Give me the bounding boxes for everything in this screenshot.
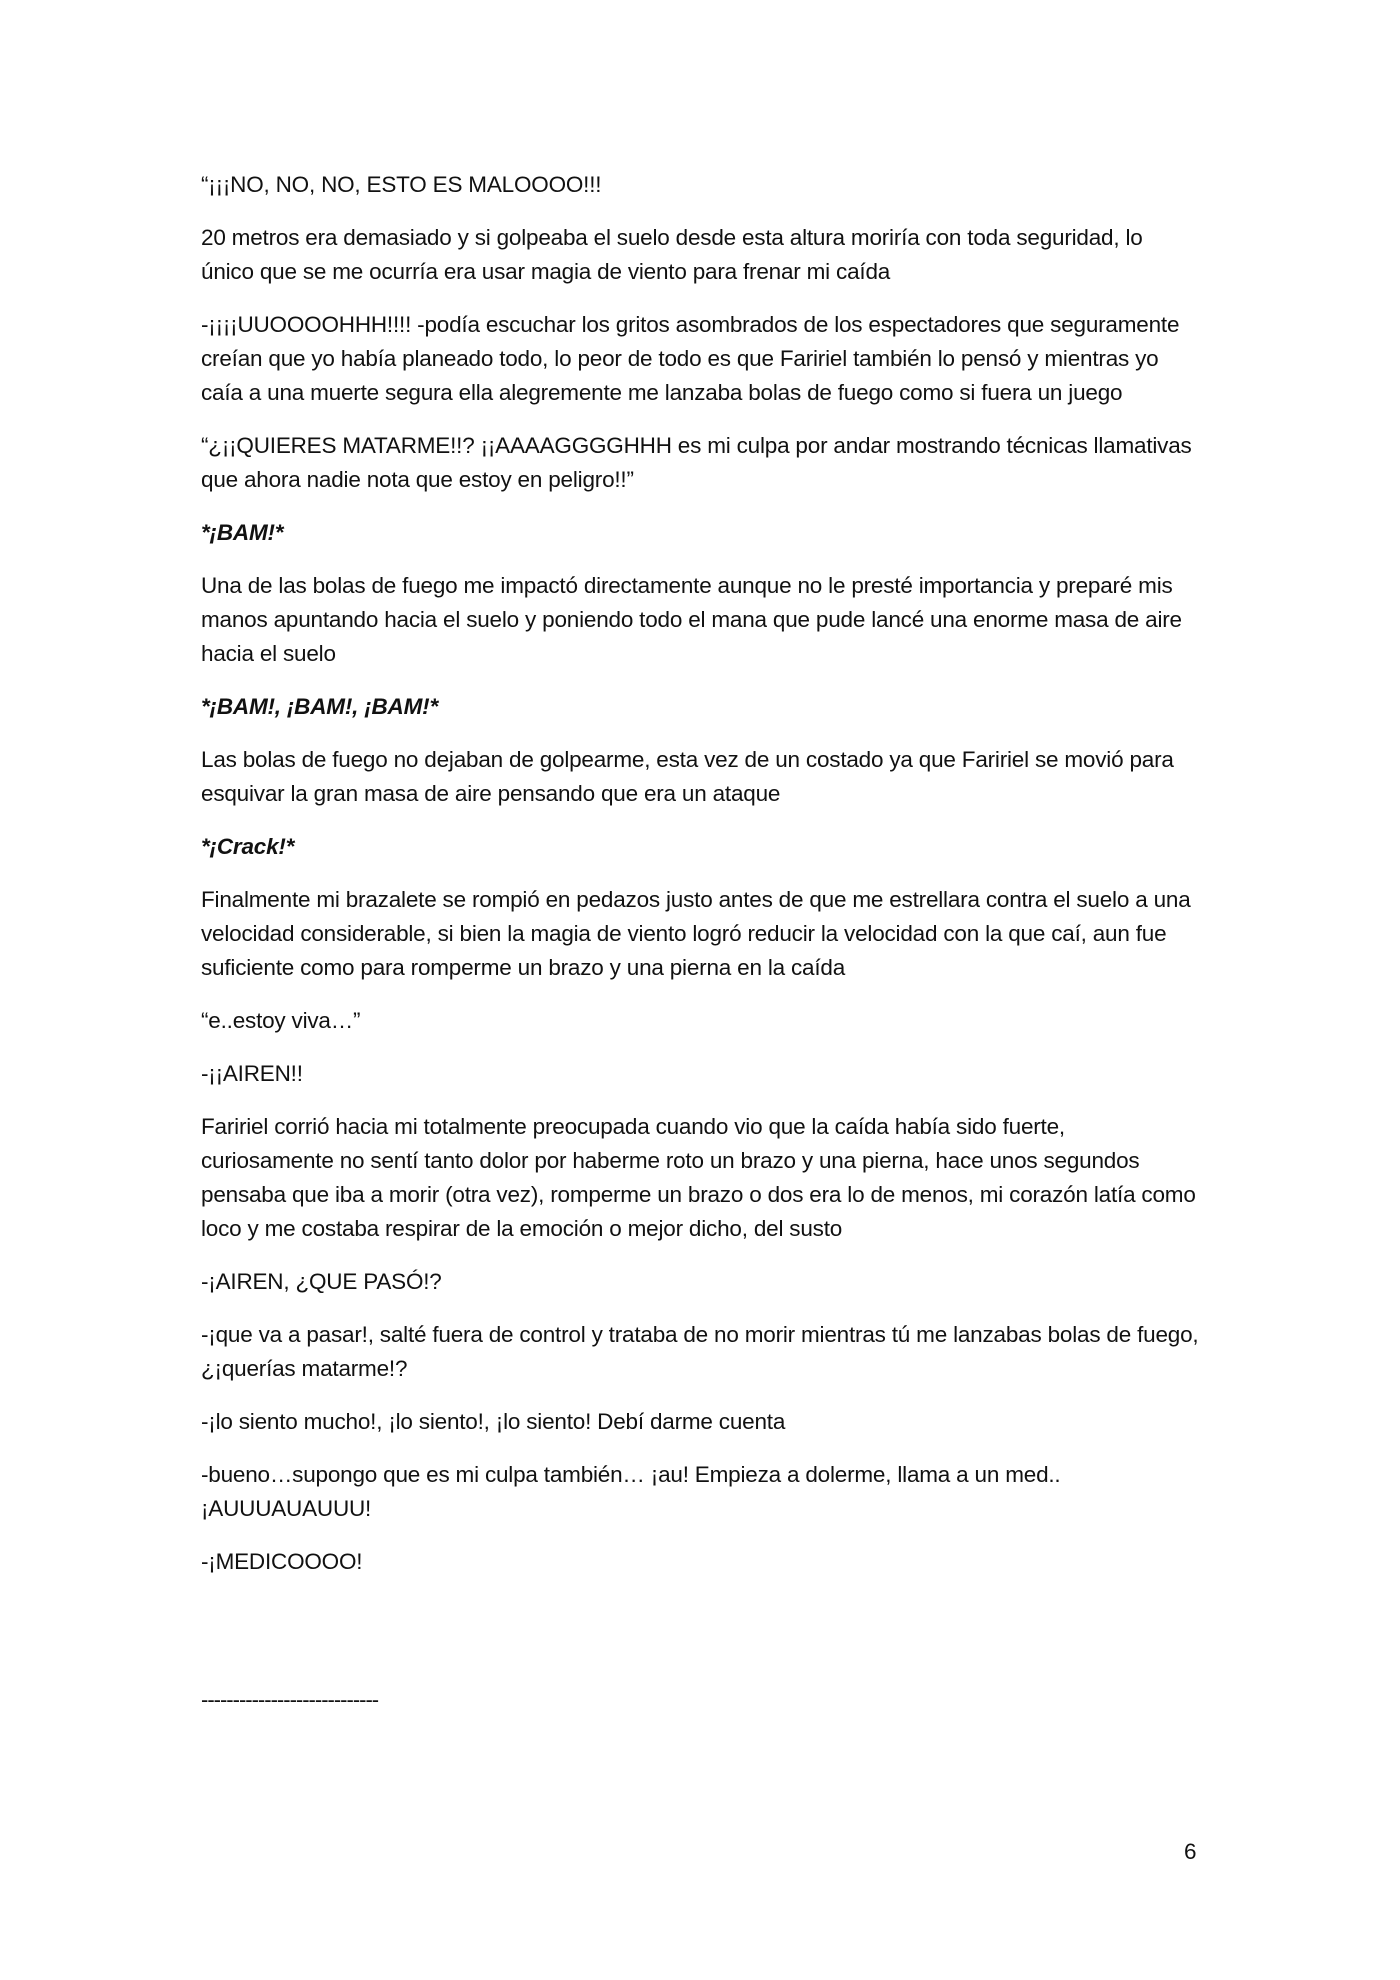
paragraph: “¡¡¡NO, NO, NO, ESTO ES MALOOOO!!! xyxy=(201,172,602,197)
paragraph: -¡¡AIREN!! xyxy=(201,1061,303,1086)
paragraph: -¡MEDICOOOO! xyxy=(201,1549,363,1574)
paragraph: Finalmente mi brazalete se rompió en pedazos justo antes de que me estrellara contra el suelo a una velocidad considerable, si bien la magia de viento logró reducir la velocidad con la que caí, aun fue suficiente como para romperme un brazo y una pierna en la caída xyxy=(201,887,1191,980)
paragraph: -¡AIREN, ¿QUE PASÓ!? xyxy=(201,1269,442,1294)
section-separator: ---------------------------- xyxy=(201,1687,379,1712)
paragraph: -¡¡¡¡UUOOOOHHH!!!! -podía escuchar los gritos asombrados de los espectadores que seguramente creían que yo había planeado todo, lo peor de todo es que Faririel también lo pensó y mientras yo caía a una muerte segura ella alegremente me lanzaba bolas de fuego como si fuera un juego xyxy=(201,312,1180,405)
paragraph: “¿¡¡QUIERES MATARME!!? ¡¡AAAAGGGGHHH es mi culpa por andar mostrando técnicas llamativas que ahora nadie nota que estoy en peligro!!” xyxy=(201,433,1192,492)
paragraph: 20 metros era demasiado y si golpeaba el suelo desde esta altura moriría con toda seguridad, lo único que se me ocurría era usar magia de viento para frenar mi caída xyxy=(201,225,1143,284)
body-text xyxy=(201,168,1201,1598)
sound-effect: *¡BAM!* xyxy=(201,520,284,545)
paragraph: Una de las bolas de fuego me impactó directamente aunque no le presté importancia y preparé mis manos apuntando hacia el suelo y poniendo todo el mana que pude lancé una enorme masa de aire hacia el suelo xyxy=(201,573,1182,666)
paragraph: “e..estoy viva…” xyxy=(201,1008,361,1033)
paragraph: Las bolas de fuego no dejaban de golpearme, esta vez de un costado ya que Faririel se movió para esquivar la gran masa de aire pensando que era un ataque xyxy=(201,747,1174,806)
paragraph: -¡que va a pasar!, salté fuera de control y trataba de no morir mientras tú me lanzabas bolas de fuego, ¿¡querías matarme!? xyxy=(201,1322,1199,1381)
paragraph: Faririel corrió hacia mi totalmente preocupada cuando vio que la caída había sido fuerte, curiosamente no sentí tanto dolor por haberme roto un brazo y una pierna, hace unos segundos pensaba que iba a morir (otra vez), romperme un brazo o dos era lo de menos, mi corazón latía como loco y me costaba respirar de la emoción o mejor dicho, del susto xyxy=(201,1114,1196,1241)
paragraph: -¡lo siento mucho!, ¡lo siento!, ¡lo siento! Debí darme cuenta xyxy=(201,1409,786,1434)
sound-effect: *¡BAM!, ¡BAM!, ¡BAM!* xyxy=(201,694,438,719)
sound-effect: *¡Crack!* xyxy=(201,834,295,859)
page-number: 6 xyxy=(1184,1839,1197,1864)
paragraph: -bueno…supongo que es mi culpa también… ¡au! Empieza a dolerme, llama a un med.. ¡AUUUAUAUUU! xyxy=(201,1462,1061,1521)
